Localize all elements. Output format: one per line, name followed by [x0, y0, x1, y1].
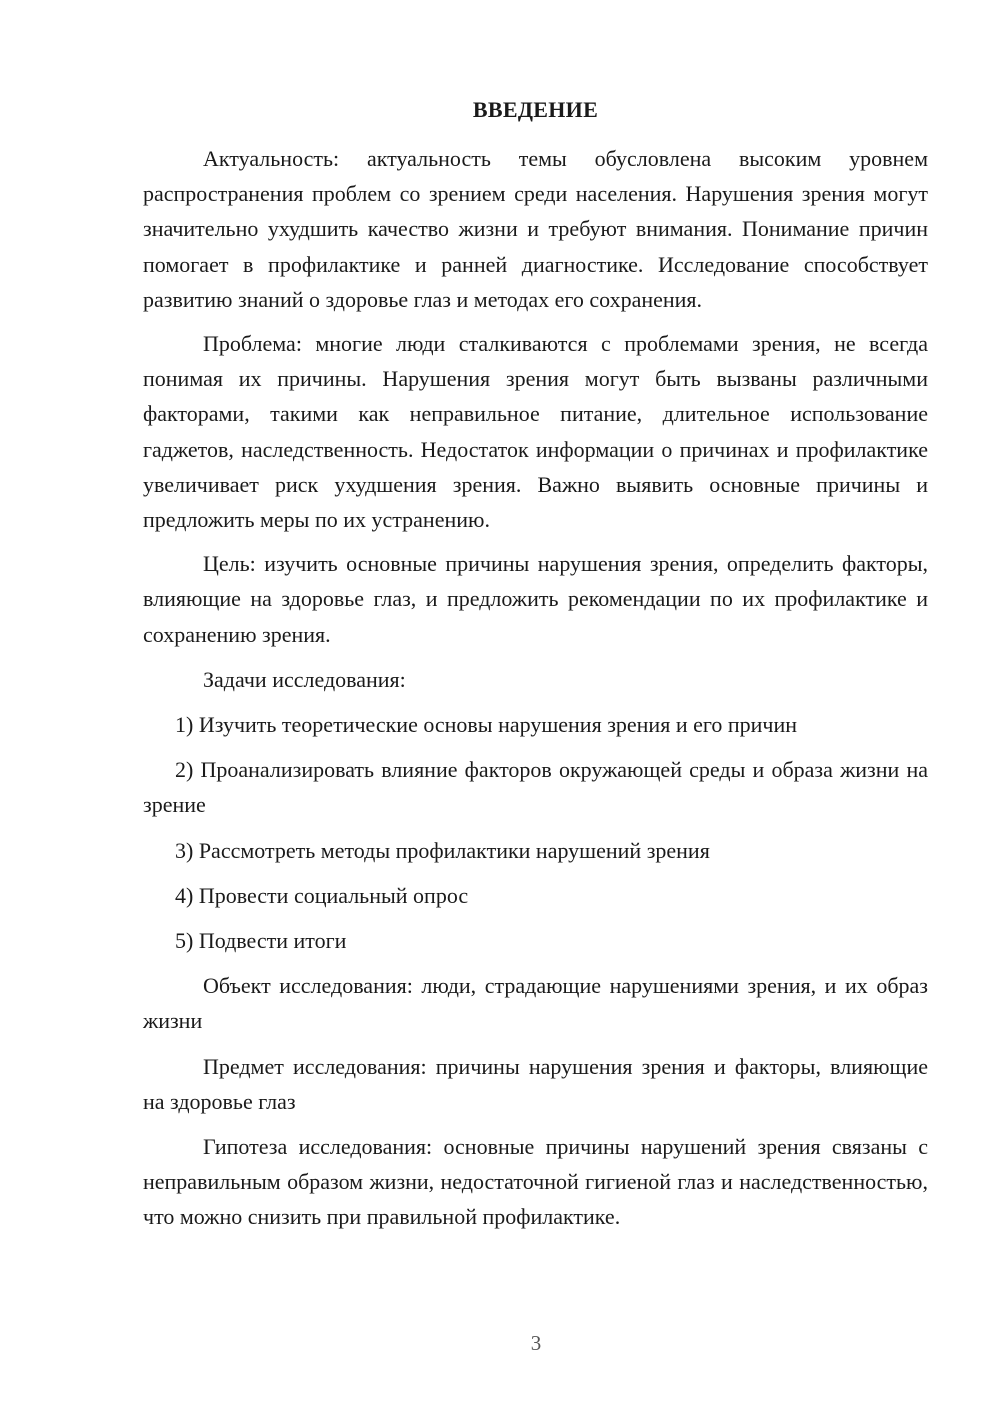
object-paragraph: Объект исследования: люди, страдающие нарушениями зрения, и их образ жизни — [143, 973, 928, 1034]
list-item: 1) Изучить теоретические основы нарушения зрения и его причин — [175, 712, 797, 738]
hypothesis-paragraph: Гипотеза исследования: основные причины нарушений зрения связаны с неправильным образом жизни, недостаточной гигиеной глаз и наследственностью, что можно снизить при правильной профилактике. — [143, 1134, 928, 1230]
page-number: 3 — [530, 1331, 542, 1355]
problem-paragraph: Проблема: многие люди сталкиваются с проблемами зрения, не всегда понимая их причины. Нарушения зрения могут быть вызваны различными факторами, такими как неправильное питание, длительное использование гаджетов, наследственность. Недостаток информации о причинах и профилактике увеличивает риск ухудшения зрения. Важно выявить основные причины и предложить меры по их устранению. — [143, 331, 928, 533]
list-item: 4) Провести социальный опрос — [175, 882, 469, 908]
tasks-title: Задачи исследования: — [203, 666, 406, 692]
list-item: 5) Подвести итоги — [175, 928, 347, 954]
page-title: ВВЕДЕНИЕ — [472, 97, 599, 122]
subject-paragraph: Предмет исследования: причины нарушения зрения и факторы, влияющие на здоровье глаз — [143, 1053, 928, 1114]
document-page — [143, 96, 928, 1235]
list-item: 3) Рассмотреть методы профилактики нарушений зрения — [175, 837, 710, 863]
list-item: 2) Проанализировать влияние факторов окружающей среды и образа жизни на зрение — [143, 757, 928, 818]
relevance-paragraph: Актуальность: актуальность темы обусловлена высоким уровнем распространения проблем со зрением среди населения. Нарушения зрения могут значительно ухудшить качество жизни и требуют внимания. Понимание причин помогает в профилактике и ранней диагностике. Исследование способствует развитию знаний о здоровье глаз и методах его сохранения. — [143, 146, 928, 312]
goal-paragraph: Цель: изучить основные причины нарушения зрения, определить факторы, влияющие на здоровье глаз, и предложить рекомендации по их профилактике и сохранению зрения. — [143, 551, 928, 647]
